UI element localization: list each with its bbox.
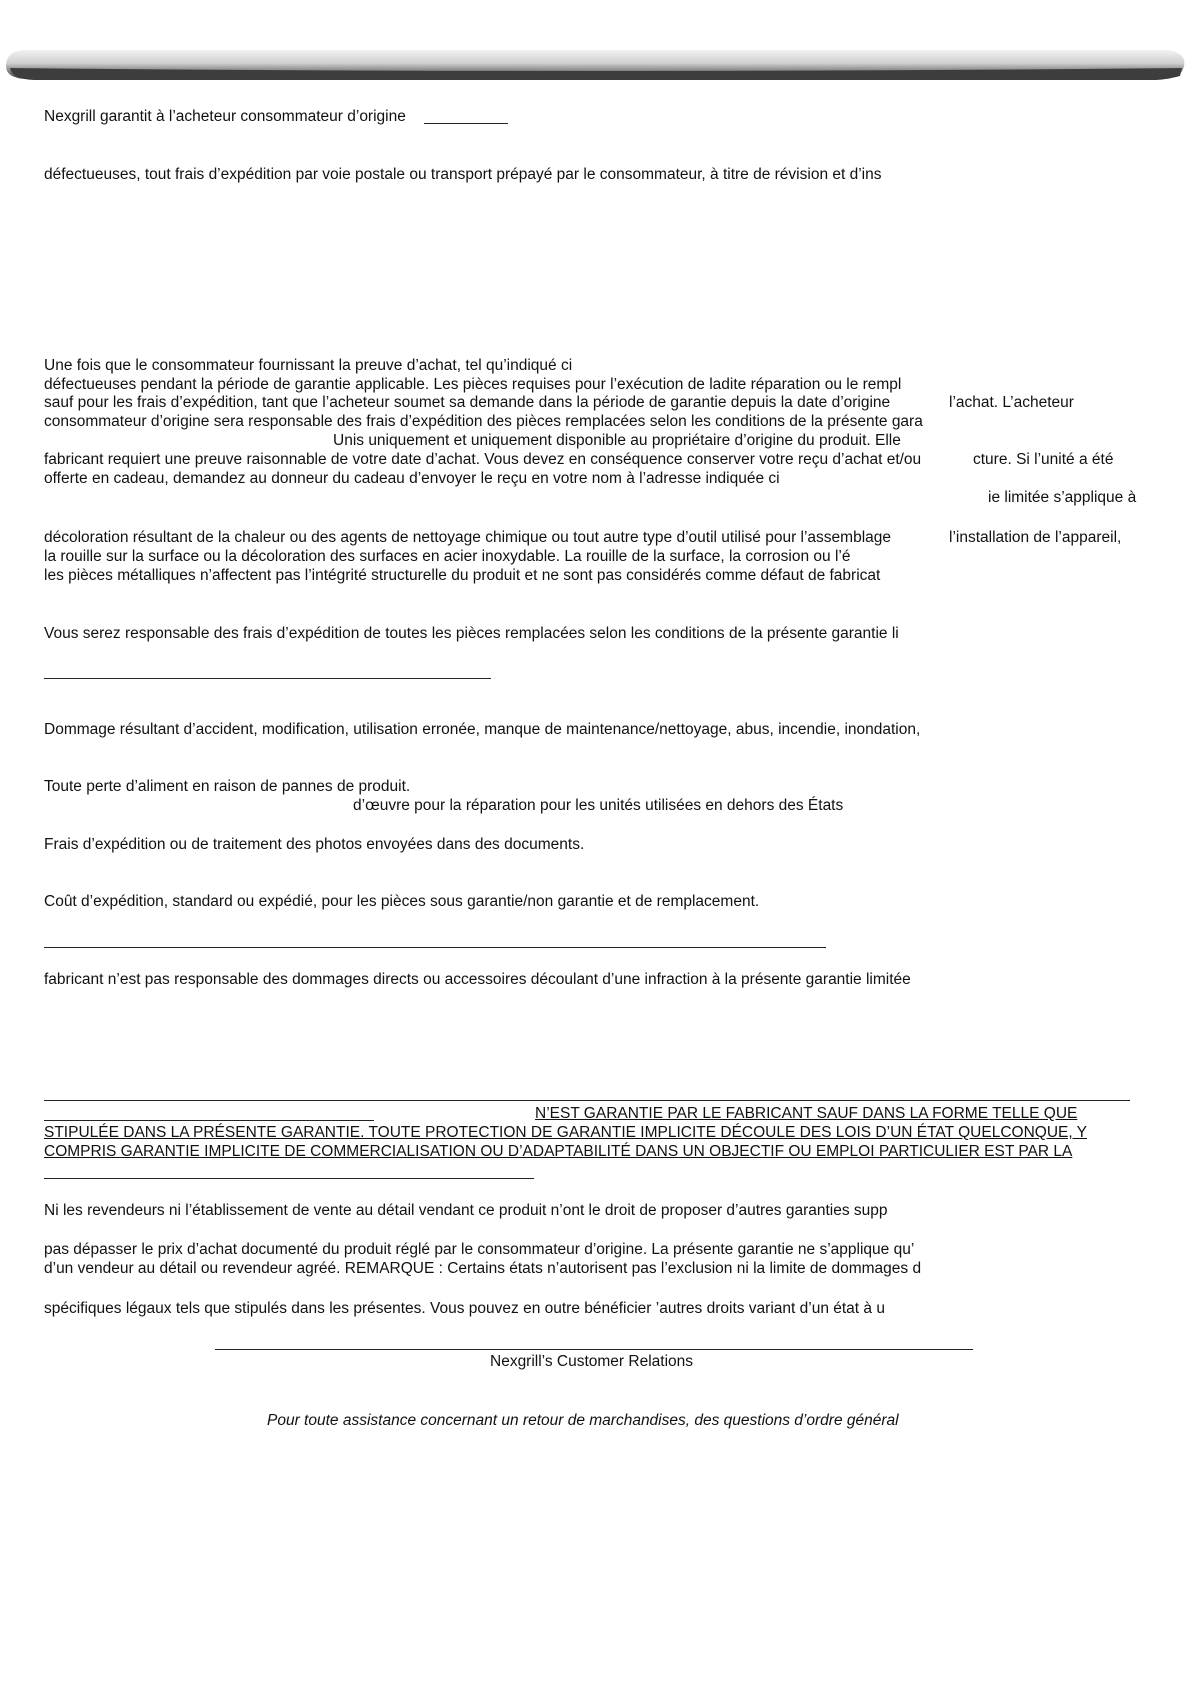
customer-relations-title: Nexgrill’s Customer Relations xyxy=(490,1353,694,1370)
paragraph-line: fabricant requiert une preuve raisonnable de votre date d’achat. Vous devez en conséquence conserver votre reçu d’achat et/ou xyxy=(44,451,922,468)
paragraph-line: la rouille sur la surface ou la décoloration des surfaces en acier inoxydable. La rouille de la surface, la corrosion ou l’é xyxy=(44,548,851,565)
underline-segment xyxy=(44,1120,374,1121)
paragraph-line: Une fois que le consommateur fournissant la preuve d’achat, tel qu’indiqué ci xyxy=(44,357,573,374)
assistance-text: Pour toute assistance concernant un retour de marchandises, des questions d’ordre général xyxy=(267,1412,899,1429)
damages-limitation: fabricant n’est pas responsable des dommages directs ou accessoires découlant d’une infraction à la présente garantie limitée xyxy=(44,971,911,988)
paragraph-line: sauf pour les frais d’expédition, tant que l’acheteur soumet sa demande dans la période de garantie depuis la date d’origine xyxy=(44,394,891,411)
header-bar xyxy=(4,44,1187,82)
paragraph-fragment: cture. Si l’unité a été xyxy=(973,451,1114,468)
paragraph-line: les pièces métalliques n’affectent pas l’intégrité structurelle du produit et ne sont pas considérés comme défaut de fabricat xyxy=(44,567,881,584)
paragraph-line: défectueuses pendant la période de garantie applicable. Les pièces requises pour l’exécution de ladite réparation ou le rempl xyxy=(44,376,902,393)
shipping-responsibility: Vous serez responsable des frais d’expédition de toutes les pièces remplacées selon les conditions de la présente garantie li xyxy=(44,625,899,642)
paragraph-fragment: l’achat. L’acheteur xyxy=(949,394,1074,411)
paragraph-fragment: ie limitée s’applique à xyxy=(988,489,1137,506)
resellers-text: Ni les revendeurs ni l’établissement de vente au détail vendant ce produit n’ont le droit de proposer d’autres garanties supp xyxy=(44,1202,888,1219)
implied-warranty-line: N’EST GARANTIE PAR LE FABRICANT SAUF DANS LA FORME TELLE QUE xyxy=(535,1105,1078,1122)
legal-rights-text: spécifiques légaux tels que stipulés dans les présentes. Vous pouvez en outre bénéficier ’autres droits variant d’un état à u xyxy=(44,1300,885,1317)
paragraph-line: consommateur d’origine sera responsable des frais d’expédition des pièces remplacées selon les conditions de la présente gara xyxy=(44,413,923,430)
implied-warranty-line: COMPRIS GARANTIE IMPLICITE DE COMMERCIALISATION OU D’ADAPTABILITÉ DANS UN OBJECTIF OU EMPLOI PARTICULIER EST PAR LA xyxy=(44,1143,1073,1160)
price-limit-line: d’un vendeur au détail ou revendeur agréé. REMARQUE : Certains états n’autorisent pas l’exclusion ni la limite de dommages d xyxy=(44,1260,922,1277)
section-rule xyxy=(44,1100,1130,1101)
price-limit-line: pas dépasser le prix d’achat documenté du produit réglé par le consommateur d’origine. La présente garantie ne s’applique qu’ xyxy=(44,1241,915,1258)
warranty-intro: Nexgrill garantit à l’acheteur consommateur d’origine xyxy=(44,108,406,125)
paragraph-line: offerte en cadeau, demandez au donneur du cadeau d’envoyer le reçu en votre nom à l’adresse indiquée ci xyxy=(44,470,780,487)
exclusion-item: Dommage résultant d’accident, modification, utilisation erronée, manque de maintenance/nettoyage, abus, incendie, inondation, xyxy=(44,721,921,738)
section-rule xyxy=(44,947,826,948)
implied-warranty-line: STIPULÉE DANS LA PRÉSENTE GARANTIE. TOUTE PROTECTION DE GARANTIE IMPLICITE DÉCOULE DES LOIS D’UN ÉTAT QUELCONQUE, Y xyxy=(44,1124,1088,1141)
section-rule xyxy=(215,1349,973,1350)
exclusion-item: d’œuvre pour la réparation pour les unités utilisées en dehors des États xyxy=(353,797,844,814)
underline-segment xyxy=(44,1178,534,1179)
defective-shipping-text: défectueuses, tout frais d’expédition par voie postale ou transport prépayé par le consommateur, à titre de révision et d’ins xyxy=(44,166,882,183)
exclusion-item: Toute perte d’aliment en raison de pannes de produit. xyxy=(44,778,411,795)
paragraph-line: Unis uniquement et uniquement disponible au propriétaire d’origine du produit. Elle xyxy=(333,432,901,449)
paragraph-fragment: l’installation de l’appareil, xyxy=(949,529,1122,546)
exclusion-item: Frais d’expédition ou de traitement des photos envoyées dans des documents. xyxy=(44,836,585,853)
section-rule xyxy=(44,678,491,679)
exclusion-item: Coût d’expédition, standard ou expédié, pour les pièces sous garantie/non garantie et de remplacement. xyxy=(44,893,760,910)
blank-line xyxy=(424,123,508,124)
paragraph-line: décoloration résultant de la chaleur ou des agents de nettoyage chimique ou tout autre type d’outil utilisé pour l’assemblage xyxy=(44,529,892,546)
